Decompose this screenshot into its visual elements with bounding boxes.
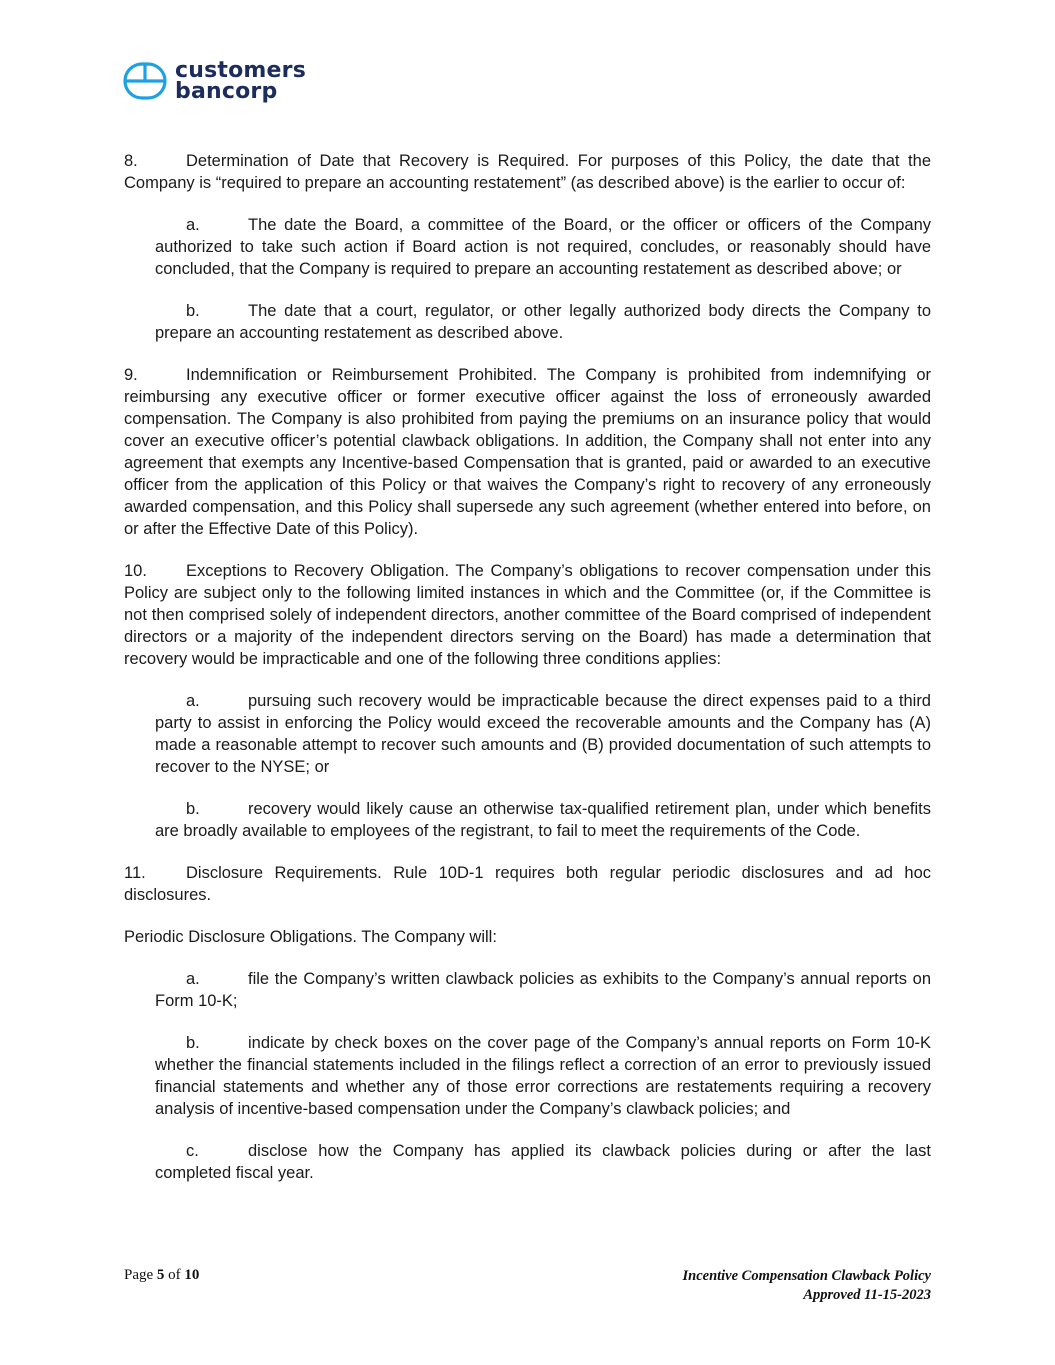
section-8 bbox=[124, 150, 931, 194]
section-8-item-b-text: The date that a court, regulator, or other legally authorized body directs the Company to prepare an accounting restatement as described above. bbox=[155, 302, 931, 342]
section-10-item-a bbox=[155, 690, 931, 778]
section-11-item-a bbox=[155, 968, 931, 1012]
footer-approved-date: Approved 11-15-2023 bbox=[803, 1287, 931, 1303]
company-logo bbox=[123, 60, 306, 102]
section-10-item-b bbox=[155, 798, 931, 842]
section-11-item-b bbox=[155, 1032, 931, 1120]
section-11-number: 11. bbox=[124, 864, 146, 882]
section-11-item-c-label: c. bbox=[186, 1142, 199, 1160]
section-11-item-b-label: b. bbox=[186, 1034, 200, 1052]
section-8-number: 8. bbox=[124, 152, 138, 170]
section-11-item-c-text: disclose how the Company has applied its clawback policies during or after the last completed fiscal year. bbox=[155, 1142, 931, 1182]
logo-wordmark bbox=[175, 60, 306, 102]
section-11-text: Disclosure Requirements. Rule 10D-1 requires both regular periodic disclosures and ad hoc disclosures. bbox=[124, 864, 931, 904]
section-8-text: Determination of Date that Recovery is Required. For purposes of this Policy, the date that the Company is “required to prepare an accounting restatement” (as described above) is the earlier to occur of: bbox=[124, 152, 931, 192]
section-10-item-a-text: pursuing such recovery would be impracticable because the direct expenses paid to a third party to assist in enforcing the Policy would exceed the recoverable amounts and the Company has (A) made a reasonable attempt to recover such amounts and (B) provided documentation of such attempts to recover to the NYSE; or bbox=[155, 692, 931, 776]
section-8-item-b bbox=[155, 300, 931, 344]
section-8-item-a bbox=[155, 214, 931, 280]
section-10 bbox=[124, 560, 931, 670]
section-9-text: Indemnification or Reimbursement Prohibited. The Company is prohibited from indemnifying or reimbursing any executive officer or former executive officer against the loss of erroneously awarded compensation. The Company is also prohibited from paying the premiums on an insurance policy that would cover an executive officer’s potential clawback obligations. In addition, the Company shall not enter into any agreement that exempts any Incentive-based Compensation that is granted, paid or awarded to an executive officer from the application of this Policy or that waives the Company’s right to recovery of any erroneously awarded compensation, and this Policy shall supersede any such agreement (whether entered into before, on or after the Effective Date of this Policy). bbox=[124, 366, 931, 538]
customers-bancorp-logo-icon bbox=[123, 62, 167, 100]
page-total: 10 bbox=[184, 1267, 200, 1283]
periodic-disclosure-heading: Periodic Disclosure Obligations. The Company will: bbox=[124, 928, 497, 946]
page-prefix: Page bbox=[124, 1267, 154, 1283]
footer-policy-info bbox=[682, 1267, 931, 1305]
section-9 bbox=[124, 364, 931, 540]
section-9-number: 9. bbox=[124, 366, 138, 384]
page-of: of bbox=[168, 1267, 181, 1283]
section-11 bbox=[124, 862, 931, 906]
section-8-item-a-label: a. bbox=[186, 216, 200, 234]
section-10-text: Exceptions to Recovery Obligation. The Company’s obligations to recover compensation under this Policy are subject only to the following limited instances in which and the Committee (or, if the Committee is not then comprised solely of independent directors, another committee of the Board comprised of independent directors or a majority of the independent directors serving on the Board) has made a determination that recovery would be impracticable and one of the following three conditions applies: bbox=[124, 562, 931, 668]
document-body bbox=[124, 150, 931, 1204]
section-8-item-a-text: The date the Board, a committee of the Board, or the officer or officers of the Company authorized to take such action if Board action is not required, concludes, or reasonably should have concluded, that the Company is required to prepare an accounting restatement as described above; or bbox=[155, 216, 931, 278]
section-8-item-b-label: b. bbox=[186, 302, 200, 320]
section-10-item-b-text: recovery would likely cause an otherwise tax-qualified retirement plan, under which benefits are broadly available to employees of the registrant, to fail to meet the requirements of the Code. bbox=[155, 800, 931, 840]
section-11-item-a-label: a. bbox=[186, 970, 200, 988]
logo-line-2: bancorp bbox=[175, 79, 278, 104]
page-number bbox=[124, 1267, 199, 1284]
section-10-number: 10. bbox=[124, 562, 147, 580]
logo-line-1: customers bbox=[175, 58, 307, 83]
section-11-item-b-text: indicate by check boxes on the cover page of the Company’s annual reports on Form 10-K whether the financial statements included in the filings reflect a correction of an error to previously issued financial statements and whether any of those error corrections are restatements requiring a recovery analysis of incentive-based compensation under the Company’s clawback policies; and bbox=[155, 1034, 931, 1118]
page-current: 5 bbox=[156, 1267, 165, 1283]
footer-policy-title: Incentive Compensation Clawback Policy bbox=[682, 1268, 931, 1284]
section-10-item-b-label: b. bbox=[186, 800, 200, 818]
section-11-item-c bbox=[155, 1140, 931, 1184]
section-11-item-a-text: file the Company’s written clawback policies as exhibits to the Company’s annual reports on Form 10-K; bbox=[155, 970, 931, 1010]
section-10-item-a-label: a. bbox=[186, 692, 200, 710]
